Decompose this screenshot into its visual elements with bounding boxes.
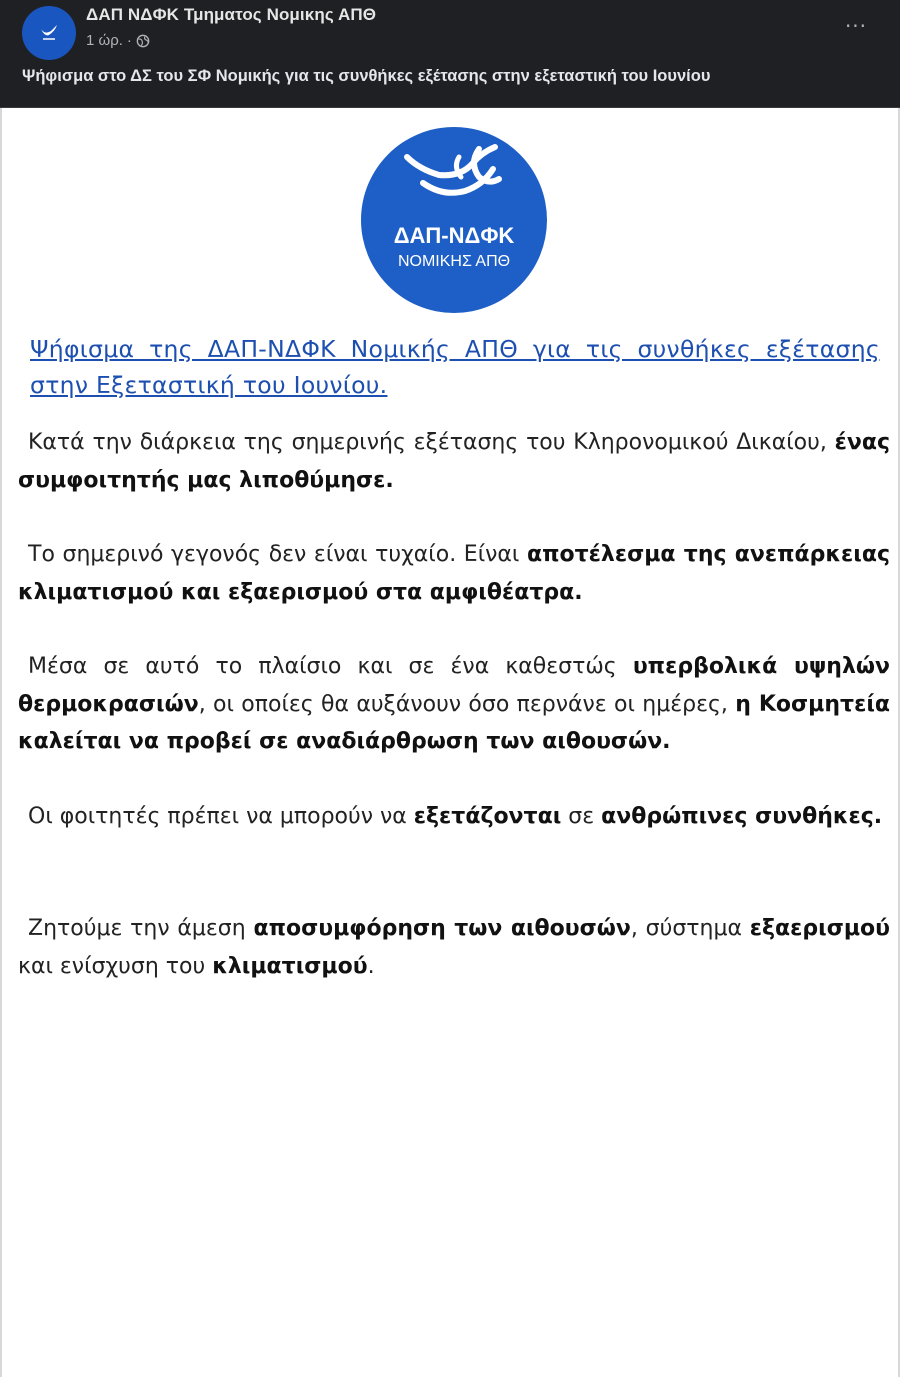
p5-text-c: και ενίσχυση του [18,953,206,979]
post-header [0,0,900,108]
page-name[interactable]: ΔΑΠ ΝΔΦΚ Τμηματος Νομικης ΑΠΘ [86,5,377,24]
document-title-link[interactable]: Ψήφισμα της ΔΑΠ-ΝΔΦΚ Νομικής ΑΠΘ για τις συνθήκες εξέτασης στην Εξεταστική του Ιουνίου. [30,335,880,399]
paragraph-5 [18,910,890,985]
p5-bold-b: εξαερισμού [749,916,890,941]
p5-text-a: Ζητούμε την άμεση [28,916,246,941]
paragraph-2 [18,536,890,611]
dove-logo-icon [361,127,547,227]
paragraph-3 [18,648,890,761]
paragraph-4 [18,798,890,836]
p4-bold-b: ανθρώπινες συνθήκες. [601,804,883,829]
p4-text-a: Οι φοιτητές πρέπει να μπορούν να [28,804,407,829]
organization-logo [361,127,547,313]
p2-text: Το σημερινό γεγονός δεν είναι τυχαίο. Είναι [28,542,520,567]
p5-bold-c: κλιματισμού [212,953,368,979]
p2-bold: αποτέλεσμα της ανεπάρκειας κλιματισμού και εξαερισμού στα αμφιθέατρα. [18,542,890,605]
p4-bold-a: εξετάζονται [413,804,562,829]
paragraph-1 [18,424,890,499]
post-time[interactable]: 1 ώρ. [86,32,123,49]
p1-text: Κατά την διάρκεια της σημερινής εξέτασης του Κληρονομικού Δικαίου, [28,430,827,455]
globe-icon [136,34,150,48]
p3-bold-b: η Κοσμητεία καλείται να προβεί σε αναδιάρθρωση των αιθουσών. [18,691,890,754]
p3-text-b: , οι οποίες θα αυξάνουν όσο περνάνε οι ημέρες, [198,691,728,717]
logo-subtitle: ΝΟΜΙΚΗΣ ΑΠΘ [397,253,511,270]
p5-text-b: , σύστημα [630,916,742,941]
post-meta [86,32,150,49]
more-options-button[interactable] [842,12,870,40]
p1-bold: ένας συμφοιτητής μας λιποθύμησε. [18,430,891,493]
page-avatar[interactable] [22,6,76,60]
p5-bold-a: αποσυμφόρηση των αιθουσών [253,916,631,941]
resolution-document [0,108,900,1377]
post-text: Ψήφισμα στο ΔΣ του ΣΦ Νομικής για τις συνθήκες εξέτασης στην εξεταστική του Ιουνίου [22,67,711,85]
p4-text-b: σε [568,804,595,829]
dove-icon [37,21,61,45]
logo-name: ΔΑΠ-ΝΔΦΚ [393,223,515,248]
p3-text-a: Μέσα σε αυτό το πλαίσιο και σε ένα καθεστώς [28,654,617,679]
p3-bold-a: υπερβολικά υψηλών θερμοκρασιών [18,654,890,717]
meta-separator: · [126,32,132,49]
more-icon: ··· [844,14,868,38]
p5-text-d: . [367,953,375,979]
